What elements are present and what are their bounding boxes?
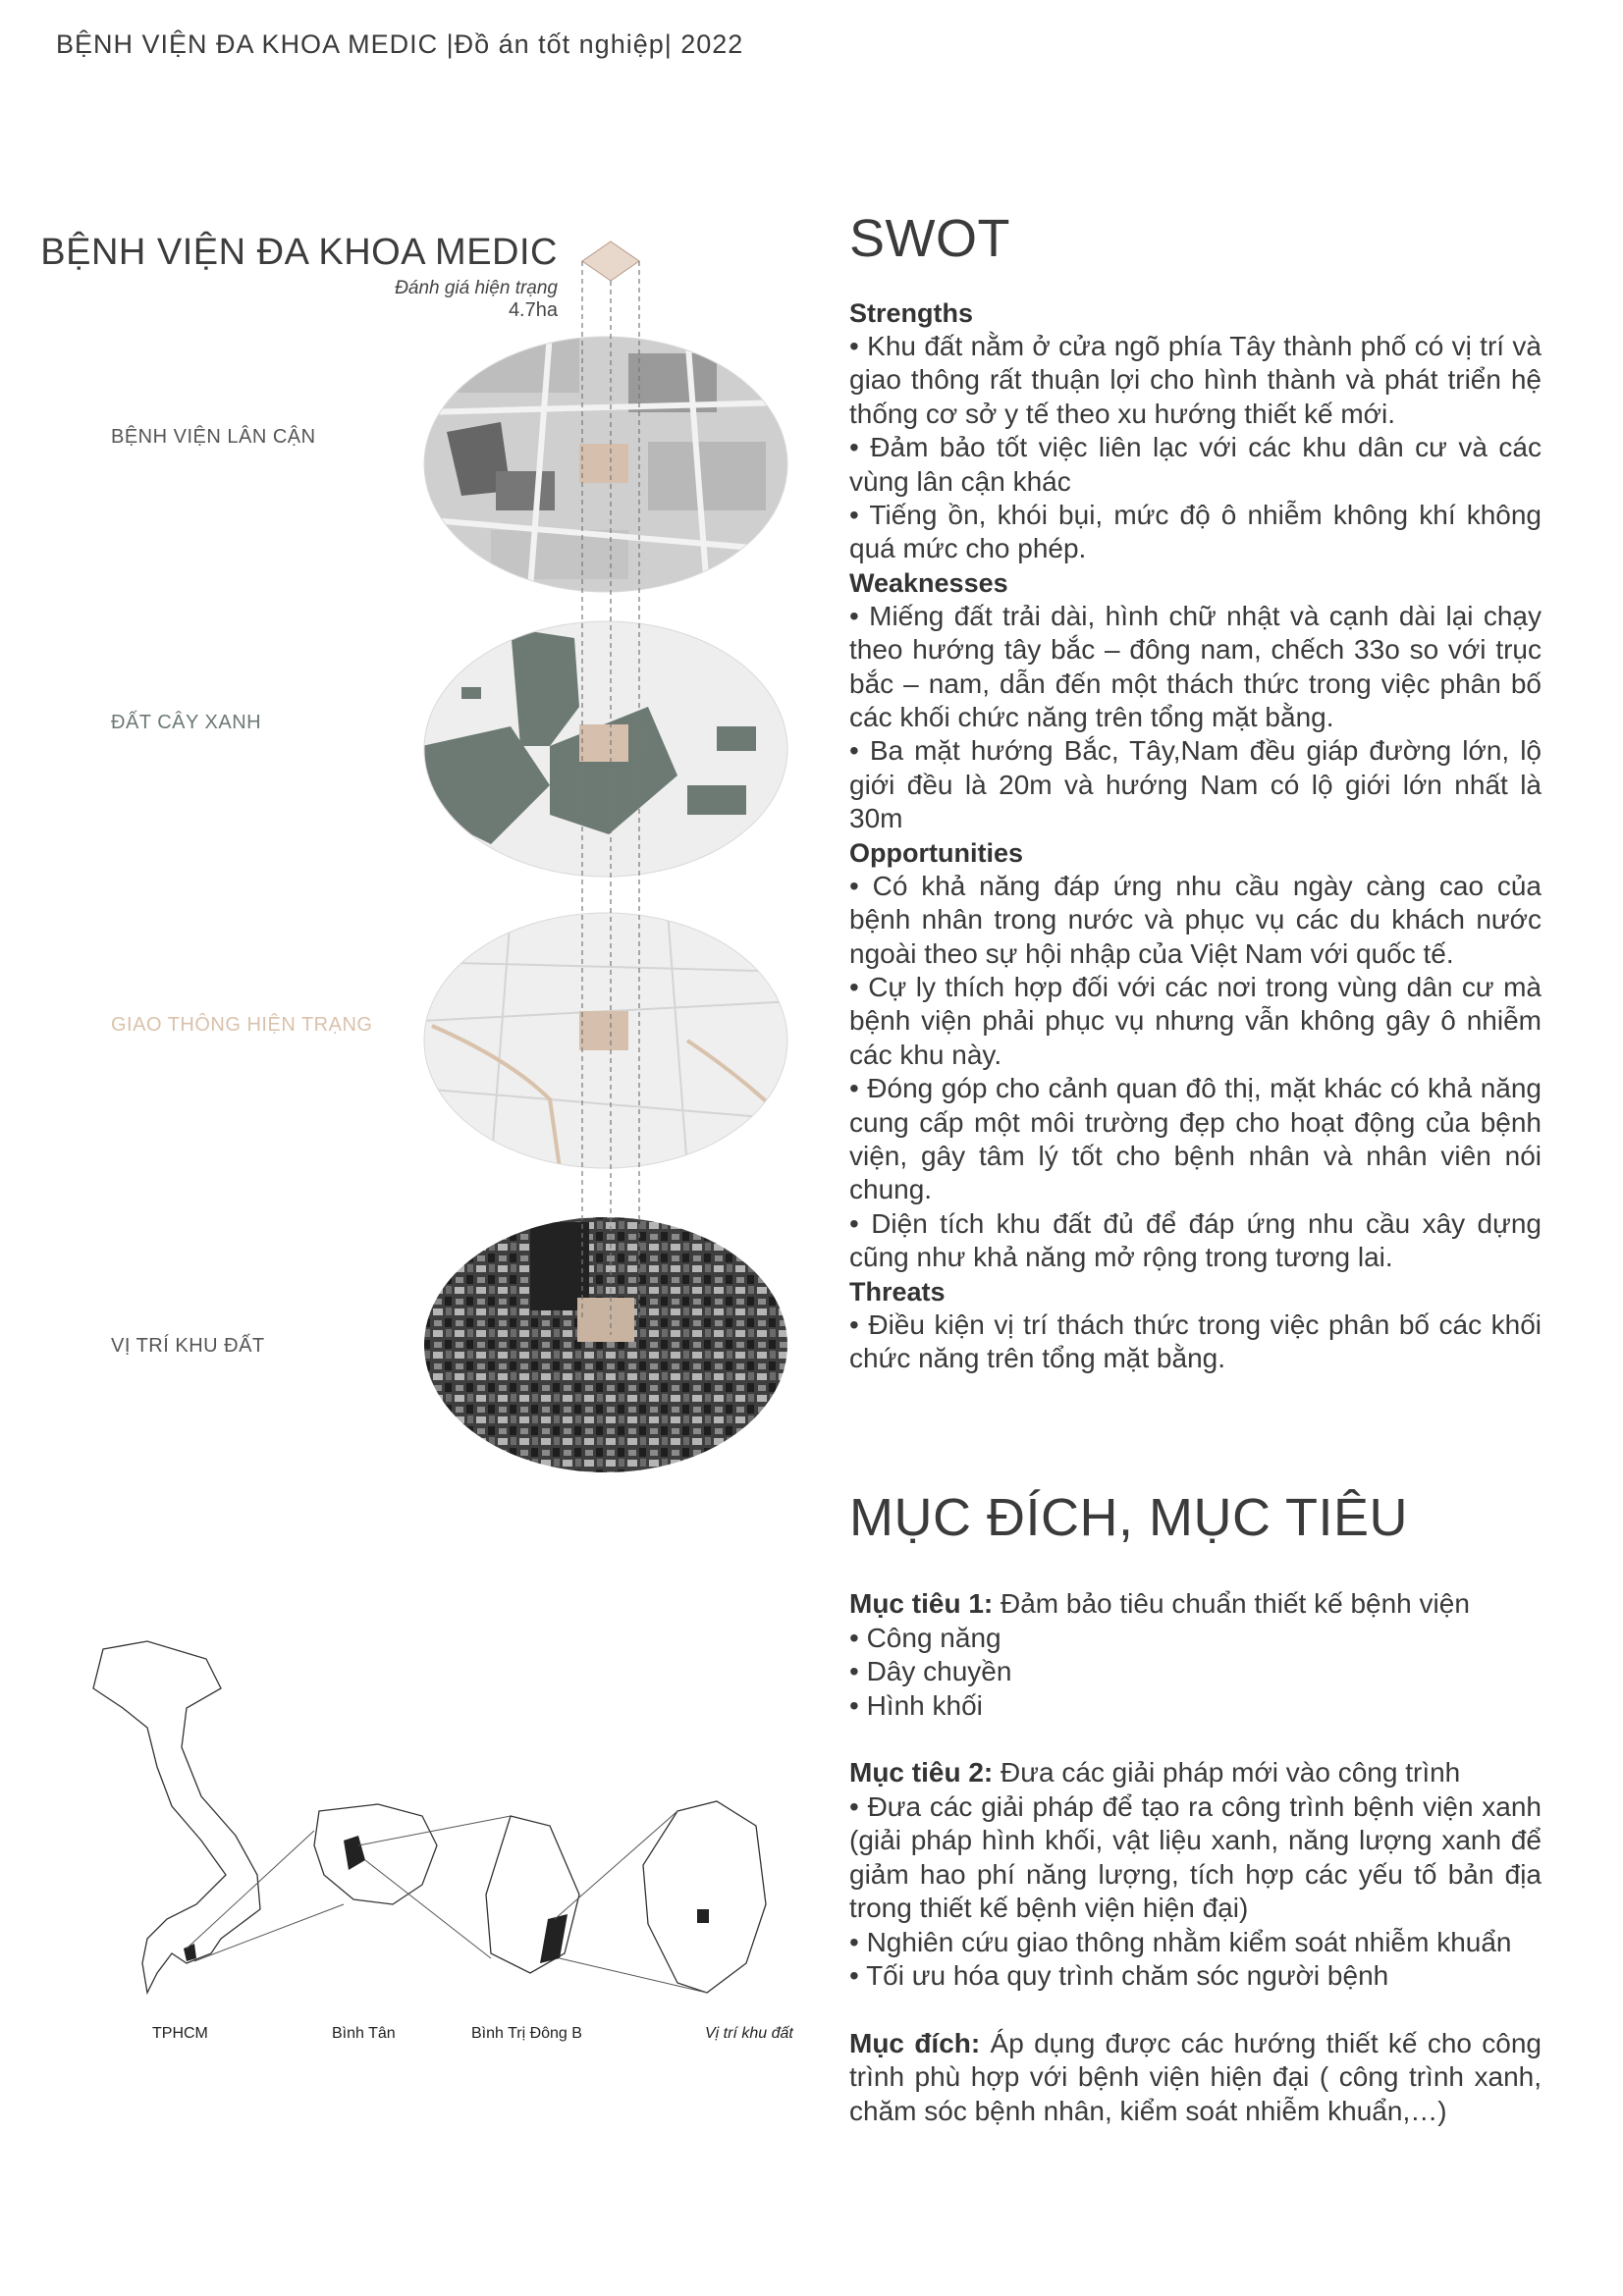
site-parcel-outline: [643, 1801, 766, 1993]
goal-2-item: • Đưa các giải pháp để tạo ra công trình bệnh viện xanh (giải pháp hình khối, vật liệu xanh, năng lượng xanh để giảm hao phí năng lượng, tích hợp các yếu tố bản địa trong thiết kế bệnh viện hiện đại): [849, 1790, 1542, 1923]
goal-1-label: Mục tiêu 1:: [849, 1588, 994, 1619]
goal-2-item: • Nghiên cứu giao thông nhằm kiểm soát nhiễm khuẩn: [849, 1926, 1512, 1957]
diagram-title: BỆNH VIỆN ĐA KHOA MEDIC: [40, 232, 558, 273]
swot-item: • Khu đất nằm ở cửa ngõ phía Tây thành phố có vị trí và giao thông rất thuận lợi cho hình thành và phát triển hệ thống cơ sở y tế theo xu hướng thiết kế mới.: [849, 331, 1542, 429]
goal-1-item: • Dây chuyền: [849, 1656, 1012, 1686]
map-label-site: Vị trí khu đất: [705, 2025, 793, 2042]
goal-2-item: • Tối ưu hóa quy trình chăm sóc người bệnh: [849, 1960, 1389, 1991]
map-label-binh-tri-dong-b: Bình Trị Đông B: [471, 2025, 582, 2042]
goal-1: [849, 1587, 1542, 1723]
swot-item: • Diện tích khu đất đủ để đáp ứng nhu cầu xây dựng cũng như khả năng mở rộng trong tương lai.: [849, 1207, 1542, 1273]
vietnam-outline: [93, 1641, 260, 1993]
goal-1-item: • Hình khối: [849, 1689, 983, 1721]
binh-tri-dong-b-outline: [486, 1816, 579, 1973]
swot-section: [849, 208, 1542, 1375]
goals-title: MỤC ĐÍCH, MỤC TIÊU: [849, 1488, 1408, 1547]
goal-2-text: Đưa các giải pháp mới vào công trình: [993, 1757, 1461, 1788]
site-parcel-2: [579, 724, 628, 762]
diagram-subtitle: Đánh giá hiện trạng: [395, 278, 558, 298]
swot-item: • Ba mặt hướng Bắc, Tây,Nam đều giáp đường lớn, lộ giới đều là 20m và hướng Nam có lộ giới lớn nhất là 30m: [849, 735, 1542, 834]
purpose-text: Áp dụng được các hướng thiết kế cho công trình phù hợp với bệnh viện hiện đại ( công trình xanh, chăm sóc bệnh nhân, kiểm soát nhiễm khuẩn,…): [849, 2027, 1542, 2126]
location-map: [69, 1634, 815, 2032]
swot-item: • Cự ly thích hợp đối với các nơi trong vùng dân cư mà bệnh viện phải phục vụ nhưng vẫn không gây ô nhiễm các khu này.: [849, 971, 1542, 1070]
swot-heading: Opportunities: [849, 837, 1023, 868]
swot-heading: Threats: [849, 1276, 946, 1307]
layer-label-greenery: ĐẤT CÂY XANH: [111, 712, 262, 733]
map-label-binh-tan: Bình Tân: [332, 2025, 396, 2042]
goals-section: [849, 1487, 1542, 2128]
swot-item: • Tiếng ồn, khói bụi, mức độ ô nhiễm không khí không quá mức cho phép.: [849, 500, 1542, 564]
swot-heading: Strengths: [849, 298, 974, 328]
layered-site-diagram: [412, 236, 805, 1492]
goal-1-text: Đảm bảo tiêu chuẩn thiết kế bệnh viện: [993, 1588, 1470, 1619]
diagram-area: 4.7ha: [508, 299, 558, 321]
swot-threats: [849, 1275, 1542, 1376]
layer-label-traffic: GIAO THÔNG HIỆN TRẠNG: [111, 1014, 373, 1036]
map-label-tphcm: TPHCM: [152, 2025, 208, 2042]
goal-2: [849, 1756, 1542, 1994]
purpose: [849, 2027, 1542, 2129]
swot-item: • Có khả năng đáp ứng nhu cầu ngày càng cao của bệnh nhân trong nước và phục vụ các du khách nước ngoài theo sự hội nhập của Việt Nam với quốc tế.: [849, 870, 1542, 969]
layer-label-site: VỊ TRÍ KHU ĐẤT: [111, 1335, 265, 1357]
swot-item: • Đảm bảo tốt việc liên lạc với các khu dân cư và các vùng lân cận khác: [849, 432, 1542, 497]
site-parcel-1: [579, 444, 628, 483]
ellipse-site-satellite: [412, 1212, 805, 1477]
swot-title: SWOT: [849, 209, 1010, 268]
binh-tan-outline: [314, 1804, 437, 1904]
swot-strengths: [849, 296, 1542, 566]
layer-label-hospitals: BỆNH VIỆN LÂN CẬN: [111, 426, 316, 448]
purpose-label: Mục đích:: [849, 2027, 981, 2058]
swot-heading: Weaknesses: [849, 567, 1008, 598]
swot-item: • Miếng đất trải dài, hình chữ nhật và cạnh dài lại chạy theo hướng tây bắc – đông nam, chếch 33o so với trục bắc – nam, dẫn đến một thách thức trong việc phân bố các khối chức năng trên tổng mặt bằng.: [849, 600, 1542, 733]
swot-opportunities: [849, 836, 1542, 1275]
swot-item: • Điều kiện vị trí thách thức trong việc phân bố các khối chức năng trên tổng mặt bằng.: [849, 1308, 1542, 1373]
swot-item: • Đóng góp cho cảnh quan đô thị, mặt khác có khả năng cung cấp một môi trường đẹp cho hoạt động của bệnh viện, gây tâm lý tốt cho bệnh nhân và nhân viên nói chung.: [849, 1073, 1542, 1205]
site-parcel-4: [577, 1298, 634, 1342]
goal-1-item: • Công năng: [849, 1622, 1001, 1653]
site-marker-icon: [582, 241, 639, 281]
goal-2-label: Mục tiêu 2:: [849, 1757, 994, 1788]
site-parcel-3: [579, 1011, 628, 1050]
page-header: BỆNH VIỆN ĐA KHOA MEDIC |Đồ án tốt nghiệp| 2022: [56, 29, 744, 59]
swot-weaknesses: [849, 566, 1542, 836]
